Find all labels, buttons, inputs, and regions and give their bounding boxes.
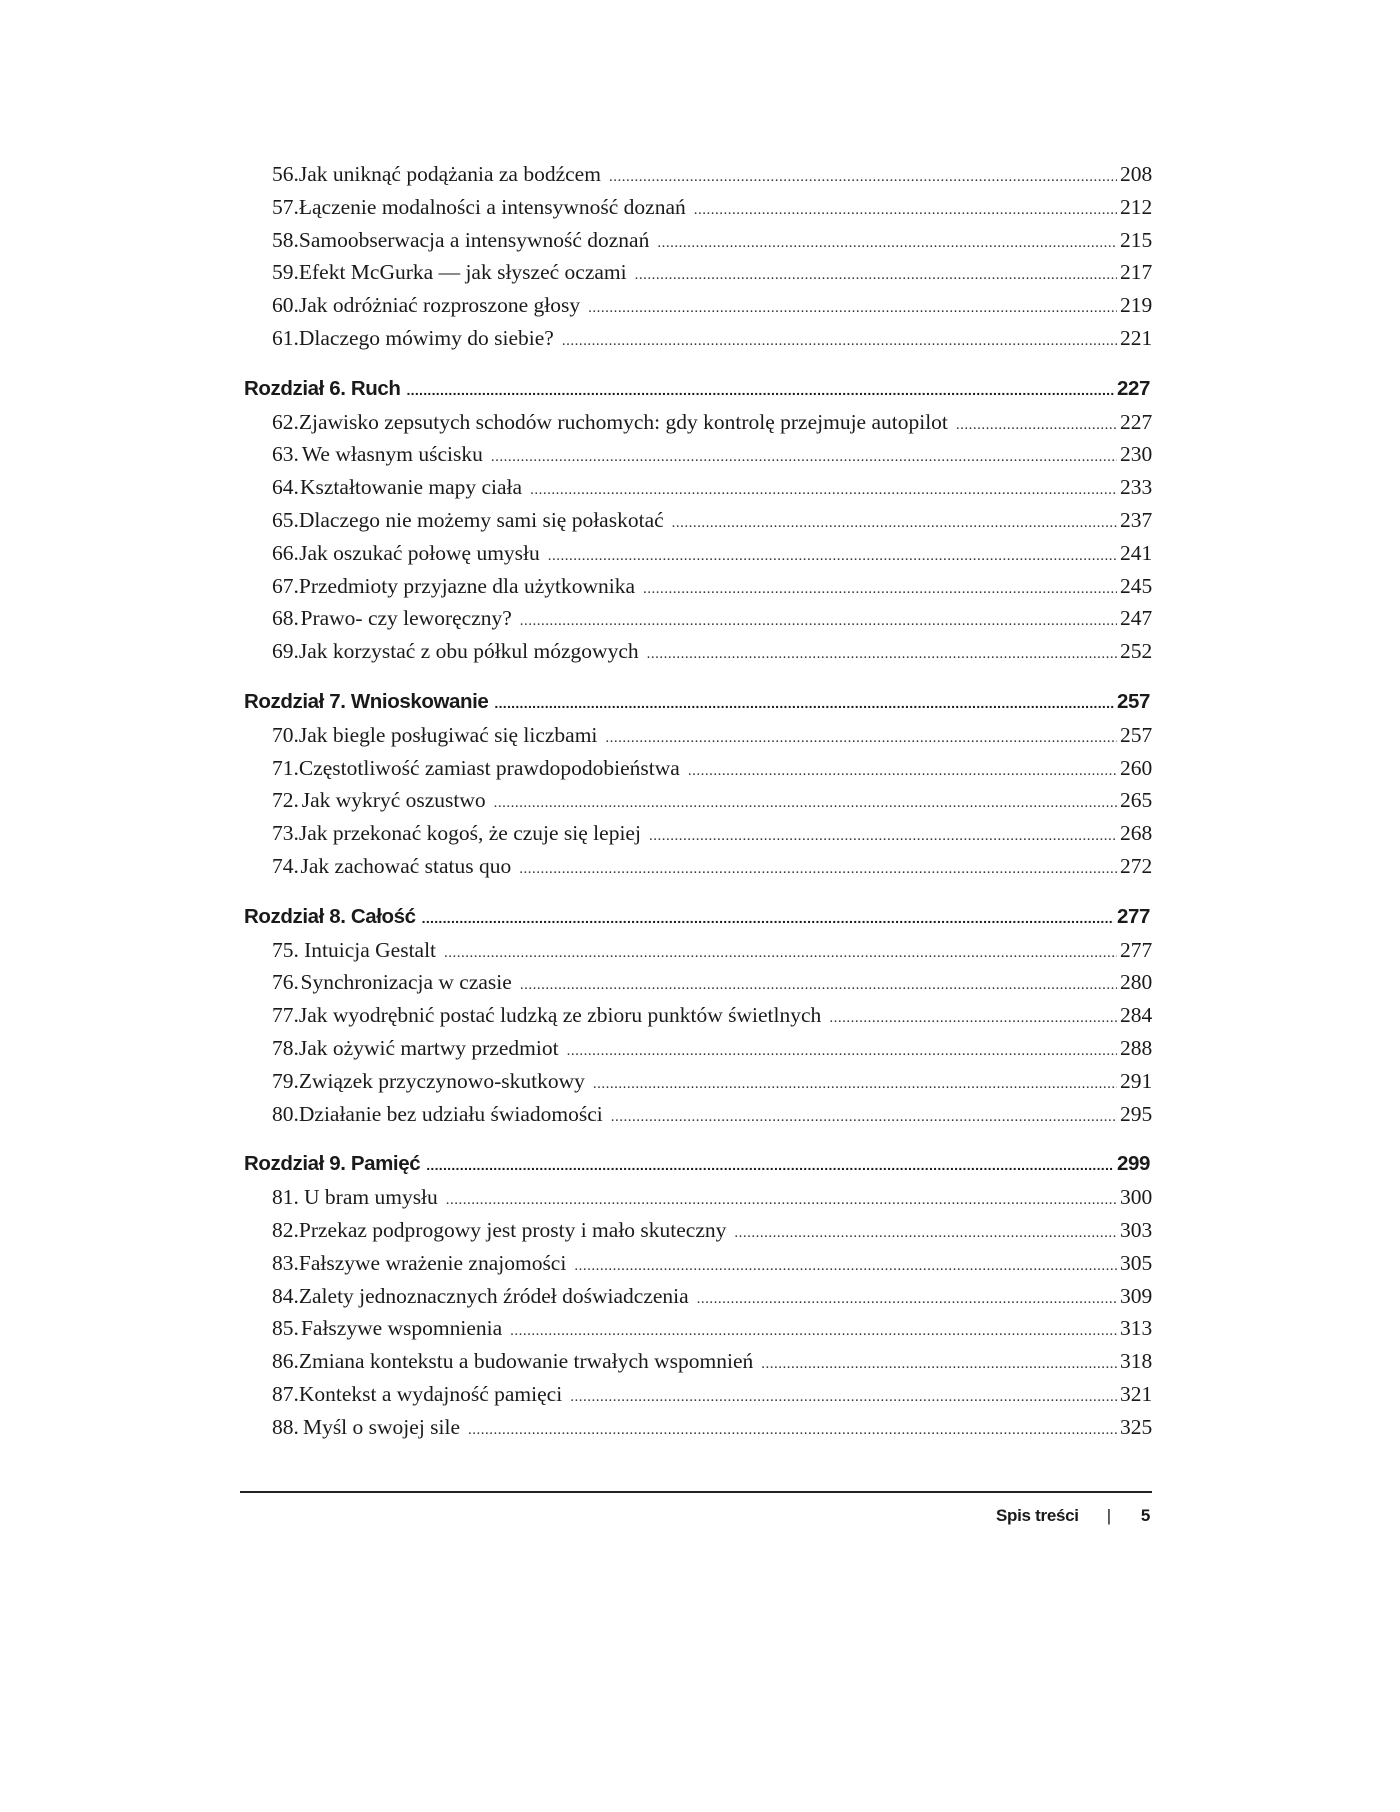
dot-leader [647, 638, 1117, 671]
entry-title: Intuicja Gestalt [304, 937, 437, 962]
toc-entry [244, 570, 1153, 603]
dot-leader [570, 1381, 1117, 1414]
page-footer [996, 1506, 1150, 1526]
entry-number: 60. [272, 293, 299, 318]
entry-page-number: 288 [1120, 1035, 1153, 1060]
chapter-page-number: 299 [1116, 1152, 1150, 1176]
entry-number: 57. [272, 194, 299, 219]
entry-title: Jak odróżniać rozproszone głosy [298, 293, 581, 318]
dot-leader [446, 1184, 1117, 1217]
chapter-title: Rozdział 7. Wnioskowanie [244, 689, 489, 713]
entry-title: Synchronizacja w czasie [300, 970, 512, 995]
toc-entry [244, 1411, 1153, 1444]
entry-page-number: 245 [1120, 573, 1153, 598]
dot-leader [562, 325, 1117, 358]
entry-number: 64. [272, 475, 299, 500]
entry-page-number: 252 [1120, 639, 1153, 664]
entry-title: Fałszywe wrażenie znajomości [298, 1250, 567, 1275]
toc-entry [244, 158, 1153, 191]
entry-title: U bram umysłu [304, 1185, 438, 1210]
entry-number: 76. [272, 970, 299, 995]
table-of-contents [244, 158, 1153, 1443]
toc-entry [244, 256, 1153, 289]
entry-number: 68. [272, 606, 299, 631]
dot-leader [519, 853, 1117, 886]
entry-page-number: 241 [1120, 540, 1153, 565]
entry-page-number: 272 [1120, 853, 1153, 878]
entry-title: Kształtowanie mapy ciała [300, 475, 523, 500]
entry-number: 81. [272, 1185, 299, 1210]
entry-page-number: 215 [1120, 227, 1153, 252]
entry-title: Działanie bez udziału świadomości [298, 1101, 603, 1126]
entry-page-number: 321 [1120, 1381, 1153, 1406]
toc-entry [244, 438, 1153, 471]
toc-entry [244, 602, 1153, 635]
entry-page-number: 305 [1120, 1250, 1153, 1275]
toc-entry [244, 1214, 1153, 1247]
toc-entry [244, 1247, 1153, 1280]
entry-title: Związek przyczynowo-skutkowy [298, 1068, 585, 1093]
toc-entry [244, 817, 1153, 850]
entry-page-number: 260 [1120, 755, 1153, 780]
entry-page-number: 233 [1120, 475, 1153, 500]
dot-leader [520, 969, 1117, 1002]
entry-number: 72. [272, 788, 299, 813]
footer-separator: | [1106, 1506, 1111, 1525]
entry-title: Zjawisko zepsutych schodów ruchomych: gdy kontrolę przejmuje autopilot [298, 409, 948, 434]
chapter-page-number: 227 [1116, 376, 1150, 400]
dot-leader [649, 820, 1117, 853]
entry-number: 87. [272, 1381, 299, 1406]
toc-entry [244, 504, 1153, 537]
dot-leader [956, 409, 1117, 442]
toc-entry [244, 719, 1153, 752]
entry-page-number: 257 [1120, 722, 1153, 747]
entry-page-number: 208 [1120, 162, 1153, 186]
dot-leader [697, 1283, 1117, 1316]
dot-leader [829, 1002, 1117, 1035]
toc-entry [244, 537, 1153, 570]
entry-number: 59. [272, 260, 299, 285]
entry-number: 69. [272, 639, 299, 664]
toc-entry [244, 1345, 1153, 1378]
dot-leader [635, 259, 1117, 292]
entry-page-number: 265 [1120, 788, 1153, 813]
toc-entry [244, 1032, 1153, 1065]
chapter-title: Rozdział 6. Ruch [244, 376, 401, 400]
entry-page-number: 295 [1120, 1101, 1153, 1126]
toc-chapter-heading [244, 686, 1150, 719]
entry-number: 62. [272, 409, 299, 434]
toc-entry [244, 471, 1153, 504]
dot-leader [611, 1101, 1117, 1134]
entry-title: Łączenie modalności a intensywność doznań [298, 194, 686, 219]
toc-entry [244, 1378, 1153, 1411]
entry-number: 58. [272, 227, 299, 252]
toc-entry [244, 784, 1153, 817]
entry-page-number: 268 [1120, 821, 1153, 846]
dot-leader [643, 573, 1117, 606]
dot-leader [605, 722, 1117, 755]
entry-number: 79. [272, 1068, 299, 1093]
toc-entry [244, 1181, 1153, 1214]
entry-page-number: 277 [1120, 937, 1153, 962]
entry-title: Jak wykryć oszustwo [301, 788, 486, 813]
dot-leader [574, 1250, 1117, 1283]
entry-title: Jak uniknąć podążania za bodźcem [298, 162, 601, 186]
dot-leader [422, 902, 1114, 935]
entry-page-number: 280 [1120, 970, 1153, 995]
entry-page-number: 291 [1120, 1068, 1153, 1093]
chapter-title: Rozdział 8. Całość [244, 904, 416, 928]
entry-number: 86. [272, 1349, 299, 1374]
toc-entry [244, 999, 1153, 1032]
footer-page-number: 5 [1140, 1506, 1150, 1525]
toc-chapter-heading [244, 901, 1150, 934]
dot-leader [406, 374, 1114, 407]
dot-leader [520, 605, 1117, 638]
entry-number: 85. [272, 1316, 299, 1341]
toc-entry [244, 635, 1153, 668]
dot-leader [761, 1348, 1117, 1381]
entry-page-number: 221 [1120, 325, 1153, 350]
entry-number: 67. [272, 573, 299, 598]
entry-number: 82. [272, 1217, 299, 1242]
dot-leader [657, 227, 1117, 260]
dot-leader [468, 1414, 1117, 1447]
entry-title: Kontekst a wydajność pamięci [298, 1381, 563, 1406]
toc-entry [244, 224, 1153, 257]
toc-entry [244, 191, 1153, 224]
dot-leader [494, 787, 1117, 820]
entry-title: Jak korzystać z obu półkul mózgowych [298, 639, 639, 664]
entry-page-number: 300 [1120, 1185, 1153, 1210]
toc-entry [244, 850, 1153, 883]
dot-leader [530, 474, 1117, 507]
entry-number: 71. [272, 755, 299, 780]
entry-title: Zalety jednoznacznych źródeł doświadczenia [298, 1283, 689, 1308]
chapter-page-number: 257 [1116, 689, 1150, 713]
toc-entry [244, 289, 1153, 322]
entry-page-number: 318 [1120, 1349, 1153, 1374]
dot-leader [491, 441, 1117, 474]
footer-section-label: Spis treści [996, 1506, 1079, 1525]
entry-page-number: 303 [1120, 1217, 1153, 1242]
entry-title: Jak ożywić martwy przedmiot [298, 1035, 559, 1060]
entry-title: Jak oszukać połowę umysłu [299, 540, 540, 565]
dot-leader [494, 687, 1114, 720]
entry-title: Zmiana kontekstu a budowanie trwałych wspomnień [298, 1349, 754, 1374]
entry-number: 61. [272, 325, 299, 350]
entry-number: 74. [272, 853, 299, 878]
entry-number: 84. [272, 1283, 299, 1308]
entry-number: 83. [272, 1250, 299, 1275]
entry-title: Jak wyodrębnić postać ludzką ze zbioru punktów świetlnych [298, 1003, 822, 1028]
toc-entry [244, 1065, 1153, 1098]
toc-chapter-heading [244, 373, 1150, 406]
entry-title: We własnym uścisku [301, 442, 483, 467]
dot-leader [588, 292, 1117, 325]
entry-title: Jak biegle posługiwać się liczbami [298, 722, 598, 747]
entry-number: 56. [272, 162, 299, 186]
entry-page-number: 284 [1120, 1003, 1153, 1028]
entry-title: Fałszywe wspomnienia [300, 1316, 503, 1341]
toc-entry [244, 934, 1153, 967]
entry-title: Częstotliwość zamiast prawdopodobieństwa [298, 755, 680, 780]
entry-title: Przekaz podprogowy jest prosty i mało skuteczny [298, 1217, 727, 1242]
entry-page-number: 313 [1120, 1316, 1153, 1341]
toc-entry [244, 406, 1153, 439]
chapter-title: Rozdział 9. Pamięć [244, 1152, 421, 1176]
dot-leader [567, 1035, 1117, 1068]
toc-entry [244, 1312, 1153, 1345]
entry-number: 88. [272, 1414, 299, 1439]
footer-rule [240, 1491, 1152, 1493]
entry-number: 78. [272, 1035, 299, 1060]
entry-page-number: 237 [1120, 507, 1153, 532]
entry-title: Efekt McGurka — jak słyszeć oczami [298, 260, 627, 285]
dot-leader [510, 1315, 1117, 1348]
entry-page-number: 227 [1120, 409, 1153, 434]
toc-entry [244, 1098, 1153, 1131]
entry-number: 66. [272, 540, 299, 565]
entry-number: 75. [272, 937, 299, 962]
entry-number: 80. [272, 1101, 299, 1126]
entry-title: Samoobserwacja a intensywność doznań [298, 227, 650, 252]
entry-title: Prawo- czy leworęczny? [300, 606, 512, 631]
dot-leader [672, 507, 1117, 540]
entry-page-number: 247 [1120, 606, 1153, 631]
entry-number: 63. [272, 442, 299, 467]
dot-leader [426, 1149, 1114, 1182]
entry-title: Jak zachować status quo [300, 853, 512, 878]
entry-number: 70. [272, 722, 299, 747]
toc-entry [244, 752, 1153, 785]
entry-title: Dlaczego nie możemy sami się połaskotać [298, 507, 664, 532]
entry-page-number: 230 [1120, 442, 1153, 467]
toc-entry [244, 1280, 1153, 1313]
entry-title: Dlaczego mówimy do siebie? [298, 325, 554, 350]
entry-page-number: 219 [1120, 293, 1153, 318]
toc-entry [244, 322, 1153, 355]
entry-page-number: 212 [1120, 194, 1153, 219]
entry-page-number: 217 [1120, 260, 1153, 285]
dot-leader [444, 937, 1117, 970]
entry-number: 77. [272, 1003, 299, 1028]
entry-title: Przedmioty przyjazne dla użytkownika [298, 573, 636, 598]
chapter-page-number: 277 [1116, 904, 1150, 928]
dot-leader [688, 755, 1117, 788]
entry-number: 73. [272, 821, 299, 846]
entry-title: Myśl o swojej sile [302, 1414, 461, 1439]
entry-number: 65. [272, 507, 299, 532]
dot-leader [734, 1217, 1117, 1250]
entry-page-number: 309 [1120, 1283, 1153, 1308]
dot-leader [694, 194, 1117, 227]
dot-leader [609, 161, 1117, 194]
toc-entry [244, 966, 1153, 999]
entry-title: Jak przekonać kogoś, że czuje się lepiej [298, 821, 641, 846]
toc-chapter-heading [244, 1148, 1150, 1181]
entry-page-number: 325 [1120, 1414, 1153, 1439]
dot-leader [548, 540, 1117, 573]
dot-leader [593, 1068, 1117, 1101]
